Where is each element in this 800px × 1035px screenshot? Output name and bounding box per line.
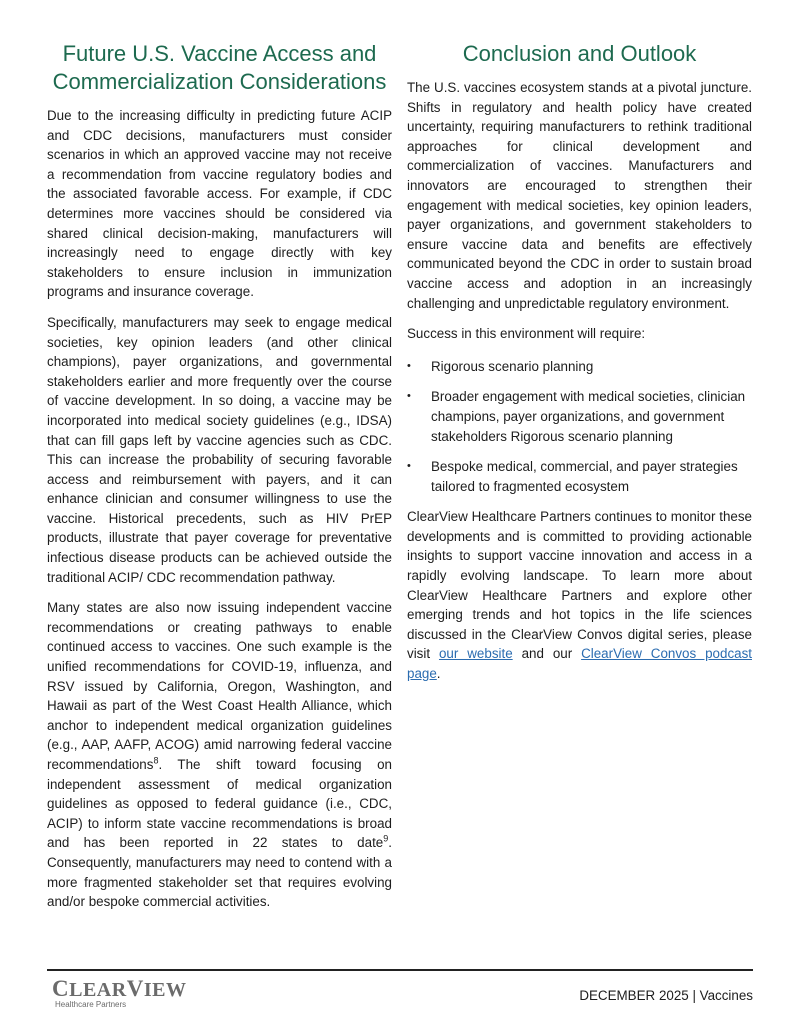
text: and our [512, 646, 582, 662]
text: . Consequently, manufacturers may need to contend with a more fragmented stakeholder set that requires evolving and/or bespoke commercial activities. [47, 835, 392, 910]
paragraph: The U.S. vaccines ecosystem stands at a pivotal juncture. Shifts in regulatory and health policy have created uncertainty, requiring manufacturers to rethink traditional approaches for clinical development and commercialization of vaccines. Manufacturers and innovators are encouraged to strengthen their engagement with medical societies, key opinion leaders, payer organizations, and government stakeholders to ensure vaccine data and benefits are effectively communicated beyond the CDC in order to sustain broad vaccine access and adoption in an increasingly challenging and unpredictable regulatory environment. [407, 80, 752, 311]
text: . The shift toward focusing on independent assessment of medical organization guidelines as opposed to federal guidance (i.e., CDC, ACIP) to inform state vaccine recommendations is broad and has been reported in 22 states to date [47, 757, 392, 851]
footnote-ref-8: 8 [153, 755, 159, 766]
paragraph: Success in this environment will require: [407, 326, 646, 342]
podcast-page-link[interactable]: ClearView Convos podcast page [407, 646, 752, 682]
list-item: • Broader engagement with medical societies, clinician champions, payer organizations, and government stakeholders Rigorous scenario planning [407, 387, 752, 446]
text: . [436, 666, 441, 682]
text: ClearView Healthcare Partners continues to monitor these developments and is committed to providing actionable insights to support vaccine innovation and access in a rapidly evolving landscape. To learn more about ClearView Healthcare Partners and explore other emerging trends and hot topics in the life sciences discussed in the ClearView Convos digital series, please visit [407, 509, 752, 662]
footer-divider [47, 969, 753, 971]
right-column [407, 40, 752, 695]
left-column [47, 40, 392, 923]
clearview-logo: CLEARVIEW Healthcare Partners [52, 976, 187, 1009]
section-heading-conclusion: Conclusion and Outlook [462, 41, 697, 66]
section-heading-future-access: Future U.S. Vaccine Access and Commercialization Considerations [52, 41, 387, 94]
paragraph [407, 507, 752, 683]
paragraph: Due to the increasing difficulty in predicting future ACIP and CDC decisions, manufacturers must consider scenarios in which an approved vaccine may not receive a recommendation from vaccine regulatory bodies and the associated favorable access. For example, if CDC determines more vaccines should be considered via shared clinical decision-making, manufacturers will increasingly need to engage directly with key stakeholders to ensure inclusion in immunization programs and insurance coverage. [47, 108, 392, 300]
paragraph [47, 598, 392, 912]
paragraph: Specifically, manufacturers may seek to engage medical societies, key opinion leaders (and other clinical champions), payer organizations, and governmental stakeholders earlier and more frequently over the course of vaccine development. In so doing, a vaccine may be incorporated into medical society guidelines (e.g., IDSA) that can fill gaps left by vaccine agencies such as CDC. This can increase the probability of securing favorable access and reimbursement with payers, and it can enhance clinician and consumer willingness to use the vaccine. Historical precedents, such as HIV PrEP products, illustrate that payer coverage for preventative infectious disease products can be achieved outside the traditional ACIP/ CDC recommendation pathway. [47, 314, 392, 585]
our-website-link[interactable]: our website [438, 646, 513, 662]
requirements-list [407, 357, 752, 497]
list-item: • Rigorous scenario planning [407, 357, 752, 377]
footnote-ref-9: 9 [383, 833, 389, 844]
list-item: • Bespoke medical, commercial, and payer strategies tailored to fragmented ecosystem [407, 457, 752, 496]
footer-date-label: DECEMBER 2025 | Vaccines [579, 988, 753, 1003]
text: Many states are also now issuing independent vaccine recommendations or creating pathways to enable continued access to vaccines. One such example is the unified recommendations for COVID-19, influenza, and RSV issued by California, Oregon, Washington, and Hawaii as part of the West Coast Health Alliance, which anchor to independent medical organization guidelines (e.g., AAP, AAFP, ACOG) amid narrowing federal vaccine recommendations [47, 600, 392, 772]
